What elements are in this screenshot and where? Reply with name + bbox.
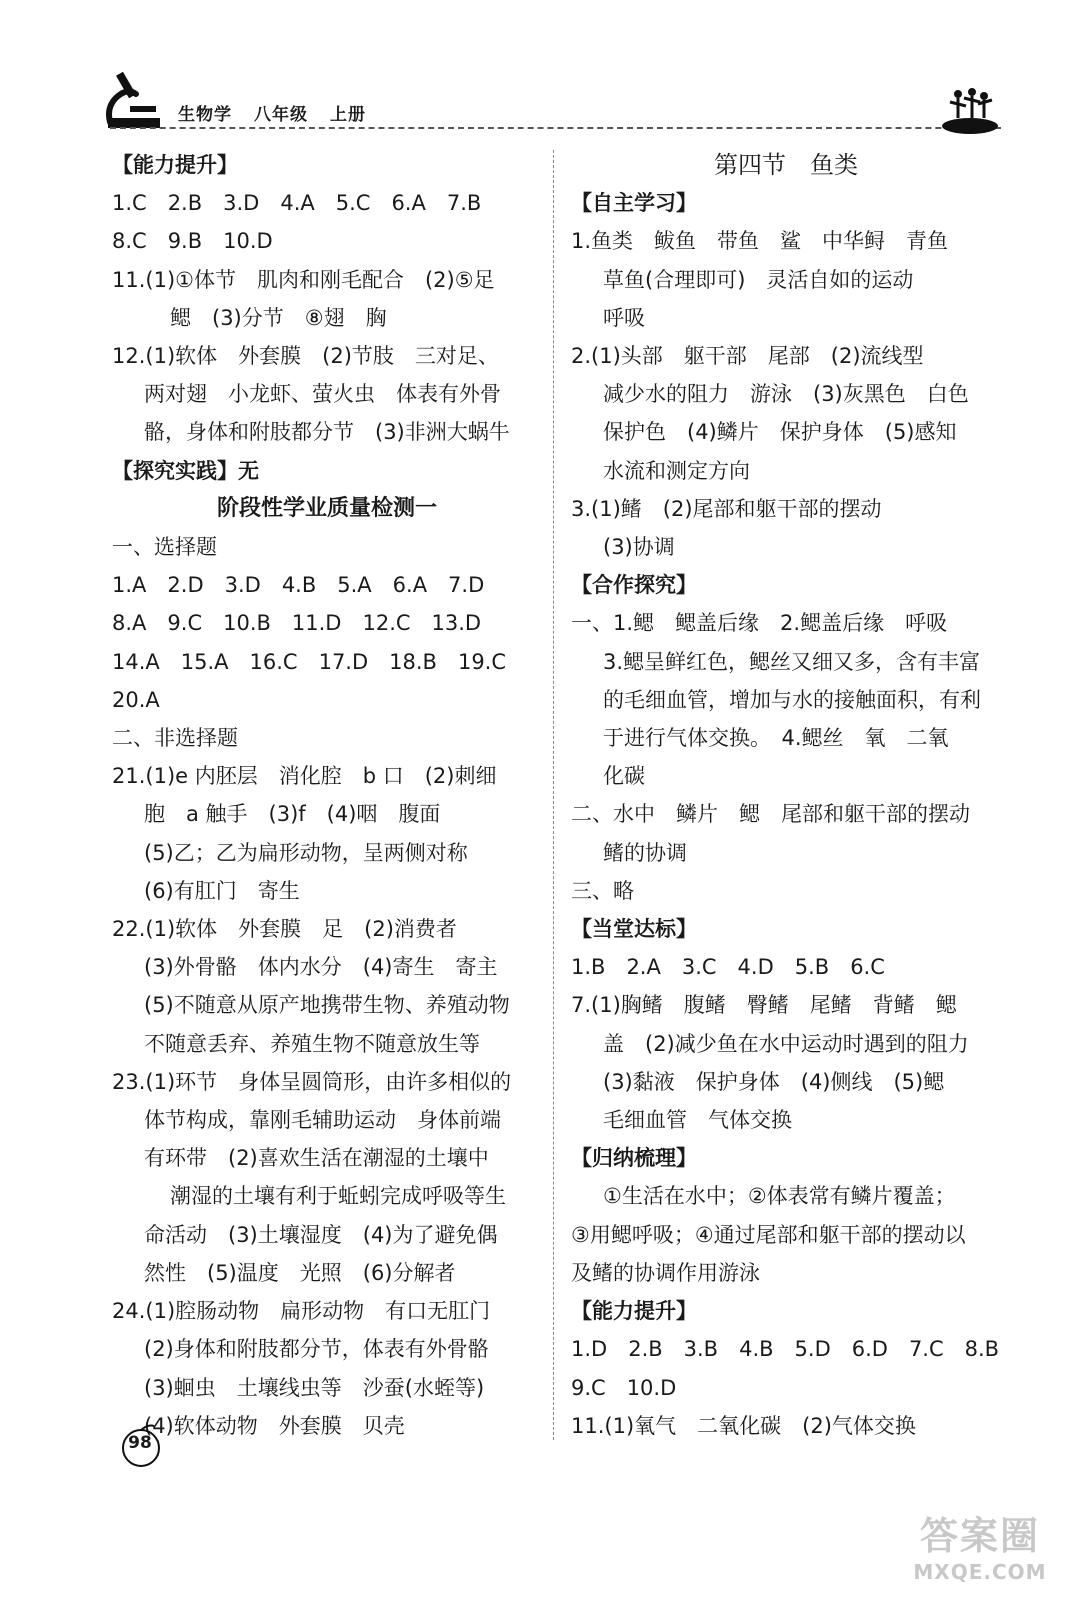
test-title: 阶段性学业质量检测一: [216, 495, 437, 521]
section-heading: 【合作探究】: [571, 573, 697, 598]
section-heading: 【归纳梳理】: [571, 1146, 697, 1171]
answer-line: 3.鳃呈鲜红色，鳃丝又细又多，含有丰富: [603, 649, 981, 674]
answer-line: 不随意丢弃、养殖生物不随意放生等: [144, 1031, 480, 1056]
answer-line: (3)外骨骼 体内水分 (4)寄生 寄主: [144, 955, 498, 980]
answer-line: 23.(1)环节 身体呈圆筒形，由许多相似的: [112, 1069, 512, 1094]
header-volume: 上册: [330, 105, 366, 125]
left-column: [112, 146, 542, 1445]
section-heading: 【探究实践】无: [112, 458, 259, 483]
answer-line: (2)身体和附肢都分节，体表有外骨骼: [144, 1337, 489, 1362]
answer-line: 1.鱼类 鲅鱼 带鱼 鲨 中华鲟 青鱼: [571, 229, 949, 254]
answer-line: 的毛细血管，增加与水的接触面积，有利: [603, 687, 981, 712]
answer-line: 12.(1)软体 外套膜 (2)节肢 三对足、: [112, 344, 499, 369]
answer-line: 化碳: [603, 764, 645, 789]
watermark-logo: 答案圈: [919, 1514, 1040, 1558]
answer-line: 三、略: [571, 878, 634, 903]
answer-line: 7.(1)胸鳍 腹鳍 臀鳍 尾鳍 背鳍 鳃: [571, 993, 957, 1018]
answer-line: 一、1.鳃 鳃盖后缘 2.鳃盖后缘 呼吸: [571, 611, 948, 636]
page-number: 98: [128, 1433, 152, 1453]
section-heading: 【能力提升】: [112, 153, 238, 177]
answer-line: 草鱼(合理即可) 灵活自如的运动: [603, 267, 914, 292]
watermark-url: MXQE.COM: [913, 1560, 1047, 1584]
section-heading: 【能力提升】: [571, 1299, 697, 1324]
answer-line: 20.A: [112, 687, 160, 712]
chapter-title: 第四节 鱼类: [714, 151, 858, 179]
column-divider: [553, 150, 554, 1440]
right-column: [571, 146, 1001, 1445]
section-heading: 【当堂达标】: [571, 917, 697, 942]
answer-line: 有环带 (2)喜欢生活在潮湿的土壤中: [144, 1146, 489, 1171]
answer-line: 2.(1)头部 躯干部 尾部 (2)流线型: [571, 344, 924, 369]
watermark: [900, 1505, 1060, 1585]
answer-line: 11.(1)①体节 肌肉和刚毛配合 (2)⑤足: [112, 267, 495, 292]
page-header: [0, 0, 1091, 140]
answer-line: (4)软体动物 外套膜 贝壳: [144, 1413, 405, 1438]
answer-line: 22.(1)软体 外套膜 足 (2)消费者: [112, 917, 457, 942]
answer-line: ③用鳃呼吸；④通过尾部和躯干部的摆动以: [571, 1222, 966, 1247]
answer-line: (5)乙；乙为扁形动物，呈两侧对称: [144, 840, 468, 865]
answer-line: 1.C 2.B 3.D 4.A 5.C 6.A 7.B: [112, 191, 482, 216]
people-decoration-icon: [940, 84, 1000, 134]
answer-line: 24.(1)腔肠动物 扁形动物 有口无肛门: [112, 1299, 491, 1324]
answer-line: 两对翅 小龙虾、萤火虫 体表有外骨: [144, 382, 501, 407]
subsection-heading: 一、选择题: [112, 535, 217, 560]
answer-line: 胞 a 触手 (3)f (4)咽 腹面: [144, 802, 441, 827]
answer-line: 体节构成，靠刚毛辅助运动 身体前端: [144, 1108, 501, 1133]
answer-line: (3)黏液 保护身体 (4)侧线 (5)鳃: [603, 1069, 945, 1094]
answer-line: 9.C 10.D: [571, 1375, 677, 1400]
answer-line: 14.A 15.A 16.C 17.D 18.B 19.C: [112, 649, 507, 674]
answer-line: (3)蛔虫 土壤线虫等 沙蚕(水蛭等): [144, 1375, 485, 1400]
answer-line: 21.(1)e 内胚层 消化腔 b 口 (2)刺细: [112, 764, 497, 789]
answer-line: 水流和测定方向: [603, 458, 750, 483]
answer-line: 保护色 (4)鳞片 保护身体 (5)感知: [603, 420, 957, 445]
header-title: [178, 100, 388, 125]
answer-line: ①生活在水中；②体表常有鳞片覆盖；: [603, 1184, 956, 1209]
answer-line: (3)协调: [603, 535, 675, 560]
microscope-icon: [104, 66, 164, 130]
subsection-heading: 二、非选择题: [112, 726, 238, 751]
answer-line: 8.C 9.B 10.D: [112, 229, 273, 254]
answer-line: 潮湿的土壤有利于蚯蚓完成呼吸等生: [170, 1184, 506, 1209]
answer-line: 盖 (2)减少鱼在水中运动时遇到的阻力: [603, 1031, 969, 1056]
answer-line: 11.(1)氧气 二氧化碳 (2)气体交换: [571, 1413, 916, 1438]
answer-line: 毛细血管 气体交换: [603, 1108, 792, 1133]
answer-line: (5)不随意从原产地携带生物、养殖动物: [144, 993, 510, 1018]
answer-line: 鳃 (3)分节 ⑧翅 胸: [170, 305, 387, 330]
answer-line: 3.(1)鳍 (2)尾部和躯干部的摆动: [571, 496, 882, 521]
header-subject: 生物学: [178, 105, 232, 125]
answer-line: 1.B 2.A 3.C 4.D 5.B 6.C: [571, 955, 885, 980]
section-heading: 【自主学习】: [571, 191, 697, 216]
answer-line: (6)有肛门 寄生: [144, 878, 300, 903]
header-grade: 八年级: [254, 105, 308, 125]
answer-line: 及鳍的协调作用游泳: [571, 1260, 760, 1285]
answer-line: 呼吸: [603, 305, 645, 330]
answer-line: 减少水的阻力 游泳 (3)灰黑色 白色: [603, 382, 969, 407]
answer-line: 1.D 2.B 3.B 4.B 5.D 6.D 7.C 8.B: [571, 1337, 1000, 1362]
answer-line: 然性 (5)温度 光照 (6)分解者: [144, 1260, 456, 1285]
answer-line: 1.A 2.D 3.D 4.B 5.A 6.A 7.D: [112, 573, 485, 598]
answer-line: 命活动 (3)土壤湿度 (4)为了避免偶: [144, 1222, 498, 1247]
answer-line: 于进行气体交换。 4.鳃丝 氧 二氧: [603, 726, 949, 751]
answer-line: 二、水中 鳞片 鳃 尾部和躯干部的摆动: [571, 802, 970, 827]
answer-line: 鳍的协调: [603, 840, 687, 865]
answer-line: 骼，身体和附肢都分节 (3)非洲大蜗牛: [144, 420, 510, 445]
header-divider: [110, 127, 1001, 129]
answer-line: 8.A 9.C 10.B 11.D 12.C 13.D: [112, 611, 482, 636]
